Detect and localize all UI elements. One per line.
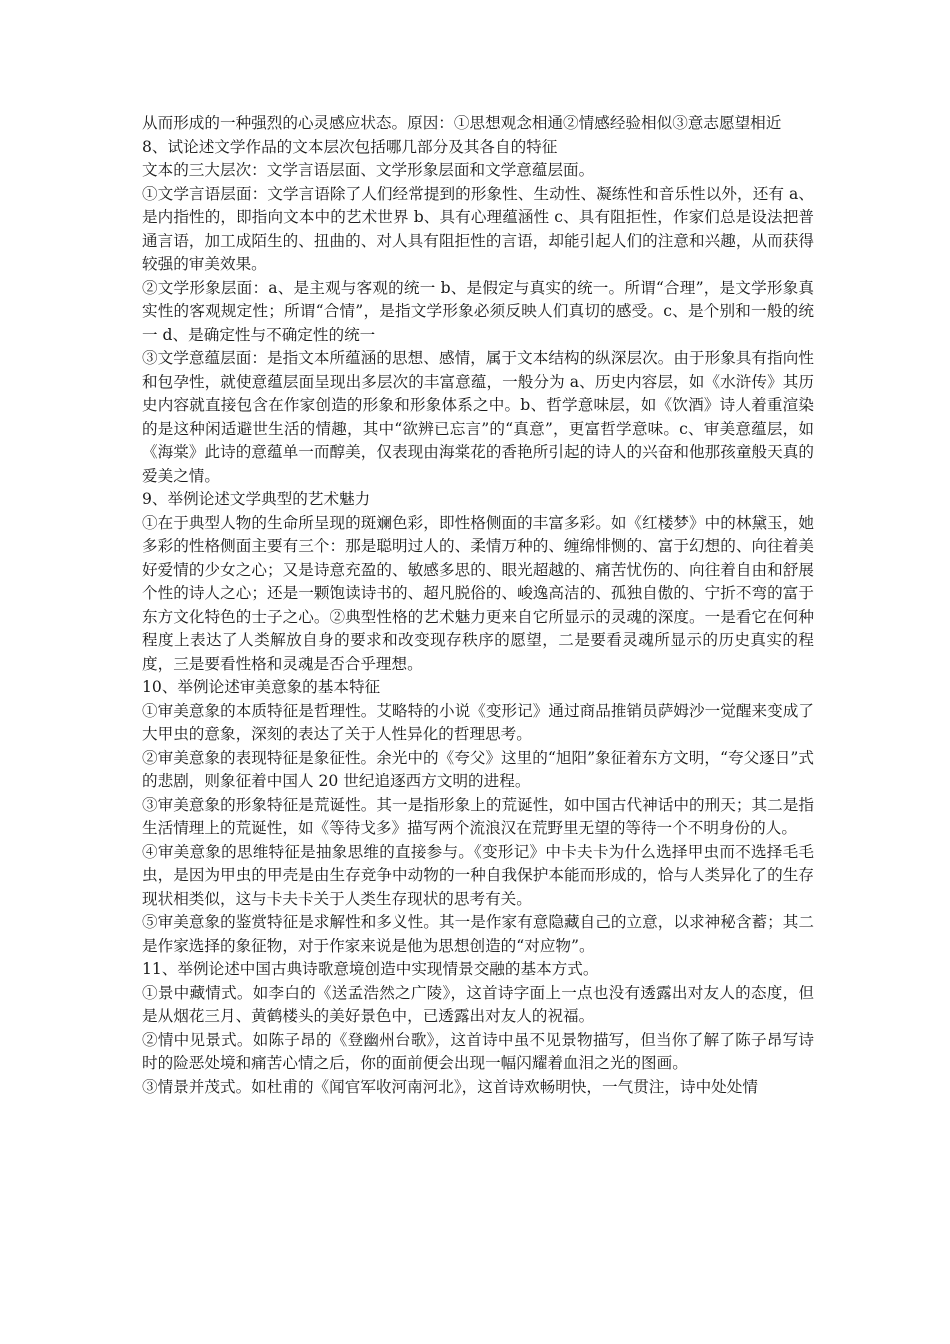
paragraph-typical-charm: ①在于典型人物的生命所呈现的斑斓色彩，即性格侧面的丰富多彩。如《红楼梦》中的林黛玉，她多彩的性格侧面主要有三个：那是聪明过人的、柔情万种的、缠绵悱恻的、富于幻想的、向往着美好爱情的少女之心；又是诗意充盈的、敏感多思的、眼光超越的、痛苦忧伤的、向往着自由和舒展个性的诗人之心；还是一颗饱读诗书的、超凡脱俗的、峻逸高洁的、孤独自傲的、宁折不弯的富于东方文化特色的士子之心。②典型性格的艺术魅力更来自它所显示的灵魂的深度。一是看它在何种程度上表达了人类解放自身的要求和改变现存秩序的愿望，二是要看灵魂所显示的历史真实的程度，三是要看性格和灵魂是否合乎理想。 bbox=[142, 513, 814, 673]
paragraph-text-layers-summary: 文本的三大层次：文学言语层面、文学形象层面和文学意蕴层面。 bbox=[142, 161, 595, 179]
paragraph-image-feature-2: ②审美意象的表现特征是象征性。余光中的《夸父》这里的“旭阳”象征着东方文明，“夸父逐日”式的悲剧，则象征着中国人 20 世纪追逐西方文明的进程。 bbox=[142, 748, 814, 790]
paragraph-image-layer: ②文学形象层面：a、是主观与客观的统一 b、是假定与真实的统一。所谓“合理”，是文学形象真实性的客观规定性；所谓“合情”，是指文学形象必须反映人们真切的感受。c、是个别和一般的统一 d、是确定性与不确定性的统一 bbox=[142, 278, 814, 344]
paragraph-language-layer: ①文学言语层面：文学言语除了人们经常提到的形象性、生动性、凝练性和音乐性以外，还有 a、是内指性的，即指向文本中的艺术世界 b、具有心理蕴涵性 c、具有阻拒性，作家们总是设法把普通言语，加工成陌生的、扭曲的、对人具有阻拒性的言语，却能引起人们的注意和兴趣，从而获得较强的审美效果。 bbox=[142, 184, 814, 273]
question-10-heading: 10、举例论述审美意象的基本特征 bbox=[142, 678, 381, 696]
paragraph-poetry-mode-3: ③情景并茂式。如杜甫的《闻官军收河南河北》，这首诗欢畅明快，一气贯注，诗中处处情 bbox=[142, 1077, 758, 1096]
question-8-heading: 8、试论述文学作品的文本层次包括哪几部分及其各自的特征 bbox=[142, 137, 558, 156]
paragraph-poetry-mode-1: ①景中藏情式。如李白的《送孟浩然之广陵》，这首诗字面上一点也没有透露出对友人的态度，但是从烟花三月、黄鹤楼头的美好景色中，已透露出对友人的祝福。 bbox=[142, 983, 814, 1025]
question-11-heading: 11、举例论述中国古典诗歌意境创造中实现情景交融的基本方式。 bbox=[142, 960, 599, 978]
document-body bbox=[142, 112, 814, 1099]
question-9-heading: 9、举例论述文学典型的艺术魅力 bbox=[142, 490, 371, 508]
paragraph-image-feature-1: ①审美意象的本质特征是哲理性。艾略特的小说《变形记》通过商品推销员萨姆沙一觉醒来变成了大甲虫的意象，深刻的表达了关于人性异化的哲理思考。 bbox=[142, 701, 814, 743]
paragraph-poetry-mode-2: ②情中见景式。如陈子昂的《登幽州台歌》，这首诗中虽不见景物描写，但当你了解了陈子昂写诗时的险恶处境和痛苦心情之后，你的面前便会出现一幅闪耀着血泪之光的图画。 bbox=[142, 1030, 814, 1072]
paragraph-image-feature-5: ⑤审美意象的鉴赏特征是求解性和多义性。其一是作家有意隐藏自己的立意，以求神秘含蓄；其二是作家选择的象征物，对于作家来说是他为思想创造的“对应物”。 bbox=[142, 913, 814, 955]
paragraph-image-feature-4: ④审美意象的思维特征是抽象思维的直接参与。《变形记》中卡夫卡为什么选择甲虫而不选择毛毛虫，是因为甲虫的甲壳是由生存竞争中动物的一种自我保护本能而形成的，恰与人类异化了的生存现状相类似，这与卡夫卡关于人类生存现状的思考有关。 bbox=[142, 842, 814, 908]
paragraph-meaning-layer: ③文学意蕴层面：是指文本所蕴涵的思想、感情，属于文本结构的纵深层次。由于形象具有指向性和包孕性，就使意蕴层面呈现出多层次的丰富意蕴，一般分为 a、历史内容层，如《水浒传》其历史内容就直接包含在作家创造的形象和形象体系之中。b、哲学意味层，如《饮酒》诗人着重渲染的是这种闲适避世生活的情趣，其中“欲辨已忘言”的“真意”，更富哲学意味。c、审美意蕴层，如《海棠》此诗的意蕴单一而醇美，仅表现由海棠花的香艳所引起的诗人的兴奋和他那孩童般天真的爱美之情。 bbox=[142, 349, 814, 485]
paragraph-image-feature-3: ③审美意象的形象特征是荒诞性。其一是指形象上的荒诞性，如中国古代神话中的刑天；其二是指生活情理上的荒诞性，如《等待戈多》描写两个流浪汉在荒野里无望的等待一个不明身份的人。 bbox=[142, 795, 814, 837]
paragraph-intro-continuation: 从而形成的一种强烈的心灵感应状态。原因：①思想观念相通②情感经验相似③意志愿望相近 bbox=[142, 114, 782, 132]
